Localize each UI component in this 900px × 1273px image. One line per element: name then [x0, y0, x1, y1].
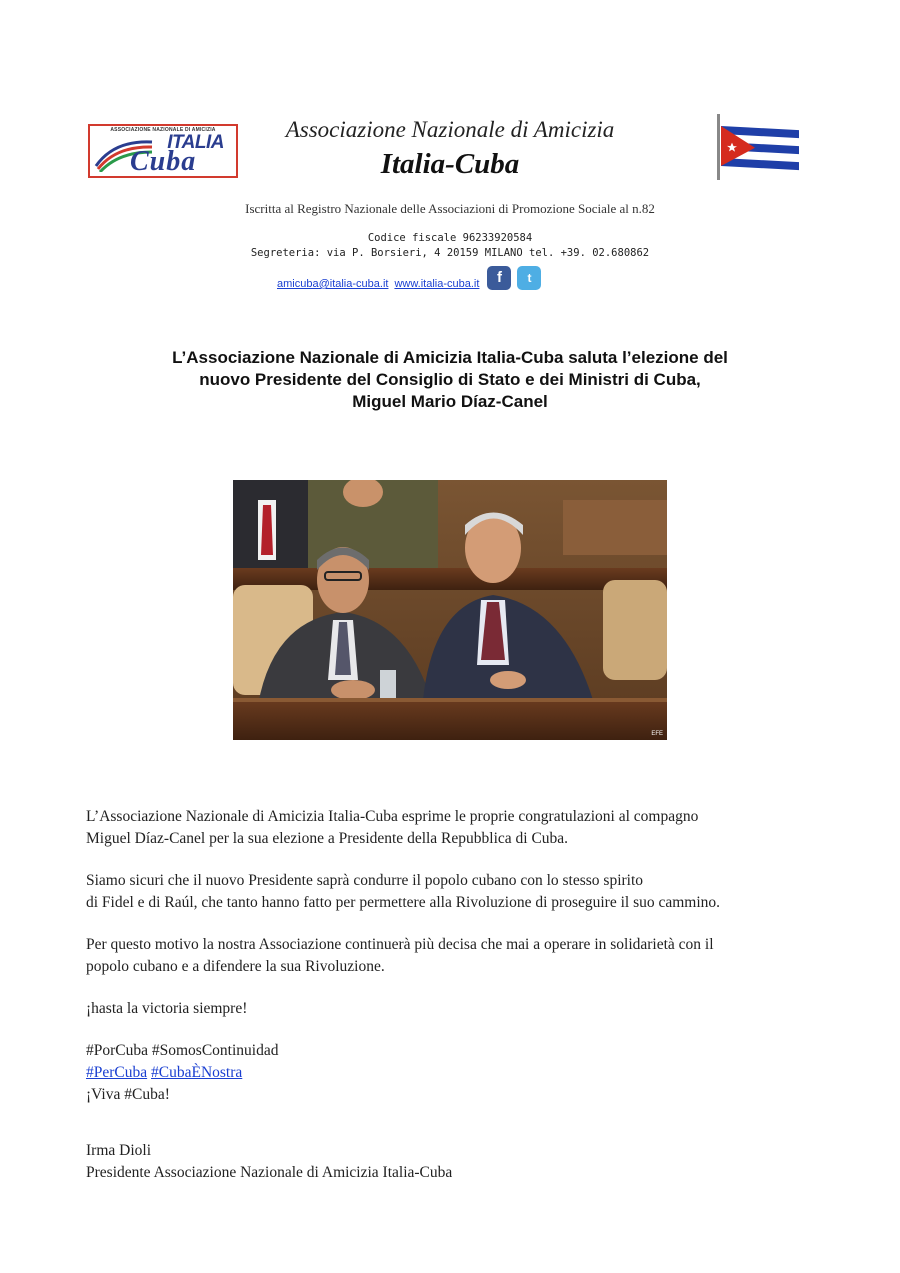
logo-italia-text: ITALIA — [167, 132, 224, 153]
signer-name: Irma Dioli — [86, 1142, 151, 1159]
headline — [95, 347, 805, 413]
body-line: popolo cubano e a difendere la sua Rivoluzione. — [86, 958, 385, 975]
headline-line: Miguel Mario Díaz-Canel — [352, 392, 548, 411]
email-link[interactable]: amicuba@italia-cuba.it — [277, 278, 389, 290]
paragraph — [86, 806, 816, 850]
paragraph — [86, 870, 816, 914]
letter-body — [86, 806, 816, 1126]
hashtags-text: #PorCuba #SomosContinuidad — [86, 1042, 279, 1059]
hashtag-link-percuba[interactable]: #PerCuba — [86, 1064, 148, 1081]
photo-illustration — [233, 480, 667, 740]
news-photo — [233, 480, 667, 740]
codice-fiscale: Codice fiscale 96233920584 — [367, 232, 533, 244]
contact-links — [277, 264, 541, 290]
body-line: di Fidel e di Raúl, che tanto hanno fatto per permettere alla Rivoluzione di proseguire il suo cammino. — [86, 894, 721, 911]
website-link[interactable]: www.italia-cuba.it — [394, 278, 480, 290]
logo-small-text: ASSOCIAZIONE NAZIONALE DI AMICIZIA — [110, 127, 216, 133]
body-line: Siamo sicuri che il nuovo Presidente saprà condurre il popolo cubano con lo stesso spirito — [86, 872, 644, 889]
signature — [86, 1140, 452, 1184]
paragraph — [86, 934, 816, 978]
body-line: Miguel Díaz-Canel per la sua elezione a Presidente della Repubblica di Cuba. — [86, 830, 569, 847]
registry-text: Iscritta al Registro Nazionale delle Associazioni di Promozione Sociale al n.82 — [245, 201, 655, 216]
org-name: Associazione Nazionale di Amicizia — [285, 117, 615, 142]
hashtag-link-cubaenostra[interactable]: #CubaÈNostra — [151, 1064, 243, 1081]
slogan: ¡hasta la victoria siempre! — [86, 1000, 248, 1017]
org-title: Italia-Cuba — [380, 148, 520, 180]
body-line: L’Associazione Nazionale di Amicizia Italia-Cuba esprime le proprie congratulazioni al compagno — [86, 808, 699, 825]
segreteria-address: Segreteria: via P. Borsieri, 4 20159 MILANO tel. +39. 02.680862 — [250, 247, 650, 259]
signer-role: Presidente Associazione Nazionale di Amicizia Italia-Cuba — [86, 1164, 453, 1181]
headline-line: nuovo Presidente del Consiglio di Stato e dei Ministri di Cuba, — [199, 370, 701, 389]
association-logo — [88, 124, 238, 178]
headline-line: L’Associazione Nazionale di Amicizia Italia-Cuba saluta l’elezione del — [172, 348, 728, 367]
logo-cuba-text: Cuba — [130, 146, 197, 177]
twitter-icon[interactable]: t — [517, 266, 541, 290]
photo-credit: EFE — [651, 731, 663, 737]
cuba-flag-icon — [714, 114, 804, 182]
facebook-icon[interactable]: f — [487, 266, 511, 290]
hashtags-block — [86, 1040, 816, 1106]
viva-cuba-text: ¡Viva #Cuba! — [86, 1086, 170, 1103]
body-line: Per questo motivo la nostra Associazione continuerà più decisa che mai a operare in solidarietà con il — [86, 936, 714, 953]
